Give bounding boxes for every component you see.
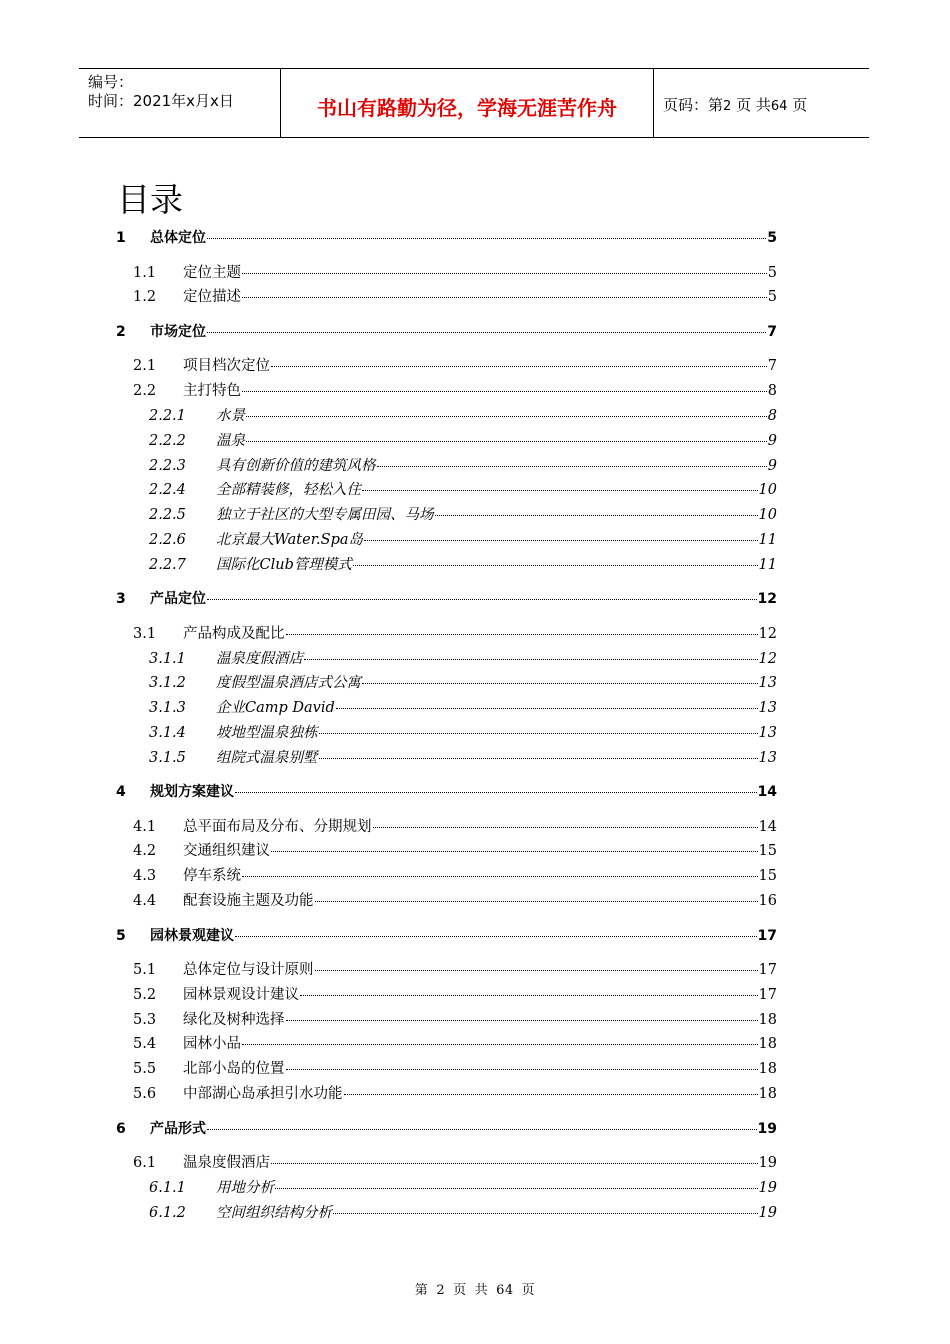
toc-entry-title: 空间组织结构分析 [216,1205,332,1221]
toc-entry-page: 10 [758,482,777,498]
toc-entry[interactable] [0,506,777,524]
toc-entry-number: 6 [116,1121,126,1137]
toc-entry-page: 12 [758,626,777,642]
toc-entry-title: 园林小品 [183,1036,241,1052]
page-number: 2 [723,99,732,114]
toc-entry-number: 3.1.4 [149,725,186,741]
toc-entry-page: 9 [767,458,777,474]
toc-dot-leader [315,901,758,902]
toc-entry-number: 4.3 [133,868,157,884]
toc-entry-title: 中部湖心岛承担引水功能 [183,1086,343,1102]
toc-entry-title: 市场定位 [150,324,206,340]
toc-entry-page: 19 [758,1205,777,1221]
footer-page-total: 64 [496,1283,514,1298]
toc-entry-number: 4.1 [133,819,157,835]
toc-entry-title: 产品定位 [150,591,206,607]
toc-entry-page: 12 [757,591,777,607]
doc-time-label: 时间：2021年x月x日 [88,92,234,110]
toc-entry-page: 14 [758,819,777,835]
toc-entry[interactable] [0,1179,777,1197]
toc-entry-page: 13 [758,750,777,766]
toc-entry-title: 具有创新价值的建筑风格 [216,458,376,474]
page-label: 页码：第 [663,96,724,114]
toc-dot-leader [286,634,758,635]
toc-entry[interactable] [0,229,777,247]
toc-entry-page: 13 [758,725,777,741]
toc-entry[interactable] [0,892,777,910]
toc-entry-page: 16 [758,893,777,909]
toc-dot-leader [364,540,758,541]
toc-entry-number: 2.2 [133,383,157,399]
toc-entry-page: 8 [767,408,777,424]
toc-entry-page: 13 [758,700,777,716]
toc-entry[interactable] [0,1204,777,1222]
toc-entry-page: 8 [767,383,777,399]
toc-entry-number: 2 [116,324,126,340]
toc-dot-leader [377,466,767,467]
toc-entry[interactable] [0,674,777,692]
footer-ye2: 页 [521,1283,536,1298]
toc-entry[interactable] [0,288,777,306]
toc-entry[interactable] [0,590,777,608]
toc-entry[interactable] [0,382,777,400]
toc-dot-leader [242,1044,758,1045]
toc-entry[interactable] [0,961,777,979]
toc-entry-number: 2.2.7 [149,557,186,573]
toc-entry[interactable] [0,818,777,836]
toc-entry-title: 度假型温泉酒店式公寓 [216,675,361,691]
toc-entry[interactable] [0,749,777,767]
toc-entry-page: 19 [758,1180,777,1196]
page-footer [0,1279,950,1298]
toc-entry-page: 13 [758,675,777,691]
toc-entry[interactable] [0,1120,777,1138]
toc-entry-number: 1.2 [133,289,157,305]
toc-entry[interactable] [0,842,777,860]
toc-dot-leader [315,970,758,971]
toc-entry-number: 2.2.6 [149,532,186,548]
toc-entry-number: 6.1.2 [149,1205,186,1221]
toc-entry[interactable] [0,357,777,375]
page-mid-label: 页 共 [736,96,771,114]
toc-dot-leader [235,792,757,793]
toc-entry[interactable] [0,556,777,574]
page-total: 64 [770,99,788,114]
toc-entry-title: 独立于社区的大型专属田园、马场 [216,507,434,523]
toc-entry-number: 5.5 [133,1061,157,1077]
toc-dot-leader [242,297,767,298]
toc-entry-number: 3 [116,591,126,607]
toc-entry-page: 11 [758,557,777,573]
toc-entry-title: 产品构成及配比 [183,626,285,642]
toc-dot-leader [207,599,757,600]
toc-dot-leader [242,391,767,392]
toc-dot-leader [362,490,758,491]
toc-entry-page: 17 [758,987,777,1003]
toc-entry-title: 定位主题 [183,265,241,281]
toc-entry-title: 组院式温泉别墅 [216,750,318,766]
toc-entry-number: 1 [116,230,126,246]
toc-entry-page: 7 [767,358,777,374]
toc-entry-title: 总平面布局及分布、分期规划 [183,819,372,835]
header-page-info [663,94,807,115]
toc-entry-page: 19 [758,1155,777,1171]
toc-entry-page: 18 [758,1061,777,1077]
toc-entry-title: 绿化及树种选择 [183,1012,285,1028]
toc-entry-title: 温泉 [216,433,245,449]
footer-ye: 页 [453,1283,467,1298]
toc-entry-number: 5.2 [133,987,157,1003]
toc-dot-leader [353,565,758,566]
toc-dot-leader [246,416,767,417]
toc-entry[interactable] [0,1035,777,1053]
toc-entry[interactable] [0,323,777,341]
toc-entry-number: 3.1.2 [149,675,186,691]
toc-dot-leader [271,851,758,852]
toc-entry-number: 6.1.1 [149,1180,186,1196]
toc-entry-page: 12 [758,651,777,667]
toc-entry[interactable] [0,986,777,1004]
toc-entry-number: 5.4 [133,1036,157,1052]
toc-entry-title: 项目档次定位 [183,358,270,374]
toc-entry-page: 9 [767,433,777,449]
toc-entry[interactable] [0,481,777,499]
toc-entry-number: 2.2.2 [149,433,186,449]
toc-entry-title: 定位描述 [183,289,241,305]
toc-entry-title: 企业Camp David [216,700,335,716]
toc-dot-leader [336,708,758,709]
toc-entry[interactable] [0,699,777,717]
toc-entry-page: 7 [767,324,777,340]
toc-dot-leader [333,1213,758,1214]
toc-entry[interactable] [0,1085,777,1103]
toc-entry-title: 国际化Club管理模式 [216,557,352,573]
toc-entry-number: 6.1 [133,1155,157,1171]
toc-entry-number: 4.2 [133,843,157,859]
toc-dot-leader [242,273,767,274]
toc-entry[interactable] [0,625,777,643]
toc-dot-leader [207,238,766,239]
toc-entry-number: 2.2.1 [149,408,186,424]
toc-entry-title: 坡地型温泉独栋 [216,725,318,741]
footer-page-number: 2 [436,1283,446,1298]
toc-entry-title: 北京最大Water.Spa岛 [216,532,364,548]
toc-entry-page: 10 [758,507,777,523]
doc-code-label: 编号： [88,73,134,91]
toc-entry-page: 19 [757,1121,777,1137]
toc-entry[interactable] [0,867,777,885]
toc-entry-title: 规划方案建议 [150,784,234,800]
header-motto: 书山有路勤为径，学海无涯苦作舟 [317,96,617,120]
toc-entry-number: 5.3 [133,1012,157,1028]
toc-entry-title: 全部精装修，轻松入住 [216,482,361,498]
toc-dot-leader [435,515,758,516]
toc-entry[interactable] [0,432,777,450]
toc-dot-leader [362,683,758,684]
toc-entry[interactable] [0,724,777,742]
toc-title: 目录 [117,180,183,219]
toc-dot-leader [286,1069,758,1070]
toc-dot-leader [373,827,758,828]
footer-gong: 共 [474,1283,489,1298]
toc-entry-title: 产品形式 [150,1121,206,1137]
toc-entry-title: 交通组织建议 [183,843,270,859]
toc-dot-leader [242,876,758,877]
toc-entry-number: 2.2.4 [149,482,186,498]
toc-entry-title: 园林景观建议 [150,928,234,944]
toc-entry-page: 11 [758,532,777,548]
footer-di: 第 [414,1283,429,1298]
toc-entry-page: 18 [758,1012,777,1028]
toc-dot-leader [207,1129,757,1130]
toc-entry-number: 3.1.3 [149,700,186,716]
toc-entry-number: 3.1.1 [149,651,186,667]
toc-entry[interactable] [0,264,777,282]
toc-entry-number: 2.2.5 [149,507,186,523]
toc-entry-page: 5 [767,265,777,281]
toc-dot-leader [286,1020,758,1021]
toc-dot-leader [235,936,757,937]
header-meta-cell [79,69,281,137]
toc-entry-page: 15 [758,843,777,859]
toc-entry-title: 主打特色 [183,383,241,399]
toc-entry-title: 园林景观设计建议 [183,987,299,1003]
toc-entry-title: 总体定位与设计原则 [183,962,314,978]
toc-entry-page: 5 [767,289,777,305]
toc-dot-leader [344,1094,758,1095]
header-motto-cell [281,69,654,137]
toc-entry-title: 水景 [216,408,245,424]
toc-dot-leader [319,758,758,759]
toc-entry-number: 2.1 [133,358,157,374]
toc-entry-title: 北部小岛的位置 [183,1061,285,1077]
toc-entry-number: 5 [116,928,126,944]
toc-entry-page: 5 [767,230,777,246]
toc-dot-leader [207,332,766,333]
toc-dot-leader [300,995,758,996]
toc-entry-title: 停车系统 [183,868,241,884]
toc-entry-number: 2.2.3 [149,458,186,474]
toc-dot-leader [271,1163,758,1164]
toc-entry-page: 18 [758,1036,777,1052]
toc-entry[interactable] [0,927,777,945]
toc-entry[interactable] [0,1154,777,1172]
header-page-cell [654,69,869,137]
toc-entry-page: 17 [757,928,777,944]
toc-entry-page: 14 [757,784,777,800]
toc-entry-title: 配套设施主题及功能 [183,893,314,909]
toc-entry-page: 18 [758,1086,777,1102]
page-end-label: 页 [792,96,808,114]
toc-entry-number: 1.1 [133,265,157,281]
toc-dot-leader [271,366,767,367]
toc-entry[interactable] [0,650,777,668]
toc-entry[interactable] [0,783,777,801]
toc-entry-page: 15 [758,868,777,884]
toc-entry[interactable] [0,407,777,425]
toc-entry-number: 4.4 [133,893,157,909]
page-header [79,68,869,138]
toc-dot-leader [304,659,758,660]
toc-entry-page: 17 [758,962,777,978]
toc-entry-title: 温泉度假酒店 [216,651,303,667]
toc-entry-number: 3.1.5 [149,750,186,766]
toc-entry-number: 3.1 [133,626,157,642]
toc-entry-title: 用地分析 [216,1180,274,1196]
toc-entry[interactable] [0,1060,777,1078]
toc-entry[interactable] [0,531,777,549]
toc-dot-leader [275,1188,758,1189]
toc-entry-number: 5.6 [133,1086,157,1102]
toc-entry-number: 4 [116,784,126,800]
toc-entry[interactable] [0,457,777,475]
toc-entry-title: 总体定位 [150,230,206,246]
toc-entry-title: 温泉度假酒店 [183,1155,270,1171]
toc-dot-leader [246,441,767,442]
toc-entry[interactable] [0,1011,777,1029]
toc-entry-number: 5.1 [133,962,157,978]
toc-dot-leader [319,733,758,734]
